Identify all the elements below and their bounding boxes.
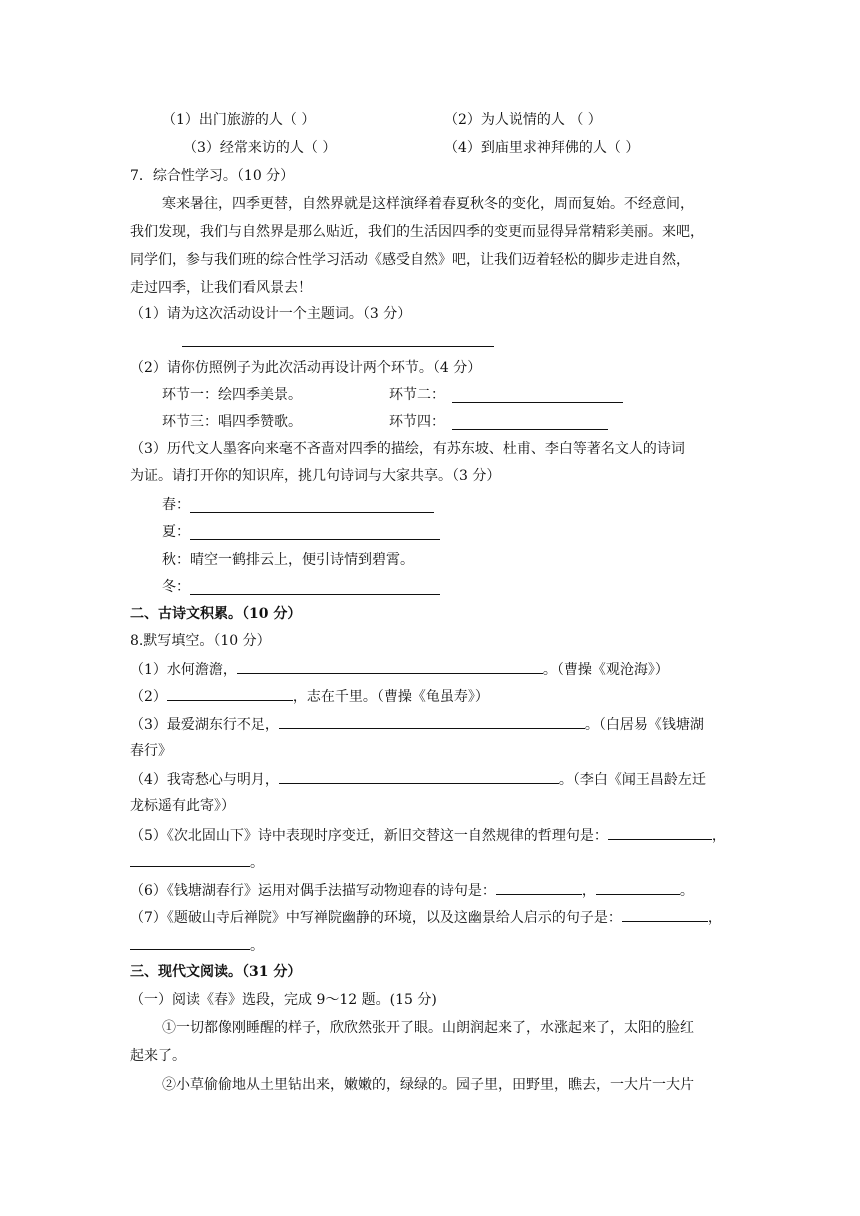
q8-line-6 [130, 881, 694, 900]
q8-line-6-prefix: （6）《钱塘湖春行》运用对偶手法描写动物迎春的诗句是： [130, 883, 496, 899]
q8-line-1-blank[interactable] [237, 660, 543, 674]
q7-sub1-answer-line[interactable] [182, 346, 494, 347]
section-3-title: 三、现代文阅读。（31 分） [130, 964, 302, 980]
reading-paragraph-1-line-2: 起来了。 [130, 1048, 186, 1064]
q8-line-6-blank-2[interactable] [596, 881, 680, 895]
q8-line-4-continued: 龙标遥有此寄》） [130, 798, 235, 814]
q6-option-1: （1）出门旅游的人（ ） [162, 112, 316, 128]
q8-line-7-blank-2[interactable] [130, 936, 250, 950]
q8-line-2 [130, 687, 489, 706]
q8-line-7-prefix: （7）《题破山寺后禅院》中写禅院幽静的环境，以及这幽景给人启示的句子是： [130, 910, 622, 926]
q7-step-4-answer-line[interactable] [452, 429, 608, 430]
q7-summer-answer-line[interactable] [190, 539, 440, 540]
q8-line-6-end: 。 [679, 883, 694, 899]
q8-line-1-suffix: 。（曹操《观沧海》） [542, 662, 669, 678]
q8-line-1-prefix: （1）水何澹澹， [130, 662, 237, 678]
q8-line-4-suffix: 。（李白《闻王昌龄左迁 [558, 772, 706, 788]
q8-line-3 [130, 715, 704, 734]
q8-line-7-end: 。 [250, 938, 264, 954]
q6-option-2: （2）为人说情的人 （ ） [444, 112, 602, 128]
q7-step-1: 环节一：绘四季美景。 [162, 387, 302, 403]
q7-summer-label: 夏： [162, 524, 190, 540]
q8-line-7 [130, 908, 722, 927]
q8-line-5-comma: ， [711, 828, 726, 844]
q8-line-7-blank-1[interactable] [622, 908, 708, 922]
q7-sub1: （1）请为这次活动设计一个主题词。（3 分） [130, 306, 412, 322]
q8-line-3-continued: 春行》 [130, 743, 172, 759]
q6-option-4: （4）到庙里求神拜佛的人（ ） [444, 140, 640, 156]
q6-option-3: （3）经常来访的人（ ） [183, 140, 337, 156]
q8-line-4-prefix: （4）我寄愁心与明月， [130, 772, 279, 788]
q8-line-2-prefix: （2） [130, 689, 167, 705]
q8-line-7-comma: ， [707, 910, 722, 926]
q7-step-4-label: 环节四： [389, 414, 445, 430]
q8-line-2-blank[interactable] [167, 687, 293, 701]
q7-paragraph-line-2: 我们发现，我们与自然界是那么贴近，我们的生活因四季的变更而显得异常精彩美丽。来吧， [130, 224, 704, 240]
q8-line-7-continued [130, 936, 264, 955]
q8-line-2-suffix: ，志在千里。（曹操《龟虽寿》） [292, 689, 489, 705]
q8-line-5-continued [130, 853, 264, 872]
q7-step-2-answer-line[interactable] [452, 402, 623, 403]
q8-line-5-end: 。 [250, 855, 264, 871]
q8-line-5-blank-1[interactable] [608, 826, 712, 840]
q8-line-3-prefix: （3）最爱湖东行不足， [130, 717, 279, 733]
q8-line-4-blank[interactable] [279, 770, 559, 784]
q7-paragraph-line-3: 同学们，参与我们班的综合性学习活动《感受自然》吧，让我们迈着轻松的脚步走进自然， [130, 252, 690, 268]
q7-winter-label: 冬： [162, 579, 190, 595]
reading-paragraph-1-line-1: ①一切都像刚睡醒的样子，欣欣然张开了眼。山朗润起来了，水涨起来了，太阳的脸红 [162, 1020, 694, 1036]
q7-paragraph-line-4: 走过四季，让我们看风景去！ [130, 280, 312, 296]
q8-line-5-blank-2[interactable] [130, 853, 250, 867]
q7-sub2: （2）请你仿照例子为此次活动再设计两个环节。（4 分） [130, 360, 482, 376]
q8-title: 8.默写填空。（10 分） [130, 633, 271, 649]
reading-paragraph-2-line-1: ②小草偷偷地从土里钻出来，嫩嫩的，绿绿的。园子里，田野里，瞧去，一大片一大片 [162, 1077, 694, 1093]
q8-line-4 [130, 770, 706, 789]
q8-line-1 [130, 660, 669, 679]
q7-sub3-line-2: 为证。请打开你的知识库，挑几句诗词与大家共享。（3 分） [130, 468, 501, 484]
q7-sub3-line-1: （3）历代文人墨客向来毫不吝啬对四季的描绘，有苏东坡、杜甫、李白等著名文人的诗词 [130, 441, 685, 457]
q7-spring-answer-line[interactable] [190, 512, 434, 513]
q8-line-6-comma: ， [581, 883, 596, 899]
q7-step-2-label: 环节二： [389, 387, 445, 403]
q8-line-5 [130, 826, 726, 845]
q7-step-3: 环节三：唱四季赞歌。 [162, 414, 302, 430]
q7-spring-label: 春： [162, 497, 190, 513]
q7-winter-answer-line[interactable] [190, 594, 440, 595]
q7-autumn-line: 秋：晴空一鹤排云上，便引诗情到碧霄。 [162, 552, 414, 568]
section-2-title: 二、古诗文积累。（10 分） [130, 606, 302, 622]
q7-title: 7．综合性学习。（10 分） [130, 168, 295, 184]
q8-line-3-blank[interactable] [279, 715, 585, 729]
q7-paragraph-line-1: 寒来暑往，四季更替，自然界就是这样演绎着春夏秋冬的变化，周而复始。不经意间， [162, 196, 694, 212]
section-3-sub-1: （一）阅读《春》选段，完成 9～12 题。(15 分) [130, 992, 437, 1008]
q8-line-6-blank-1[interactable] [496, 881, 582, 895]
q8-line-5-prefix: （5）《次北固山下》诗中表现时序变迁，新旧交替这一自然规律的哲理句是： [130, 828, 608, 844]
q8-line-3-suffix: 。（白居易《钱塘湖 [584, 717, 704, 733]
